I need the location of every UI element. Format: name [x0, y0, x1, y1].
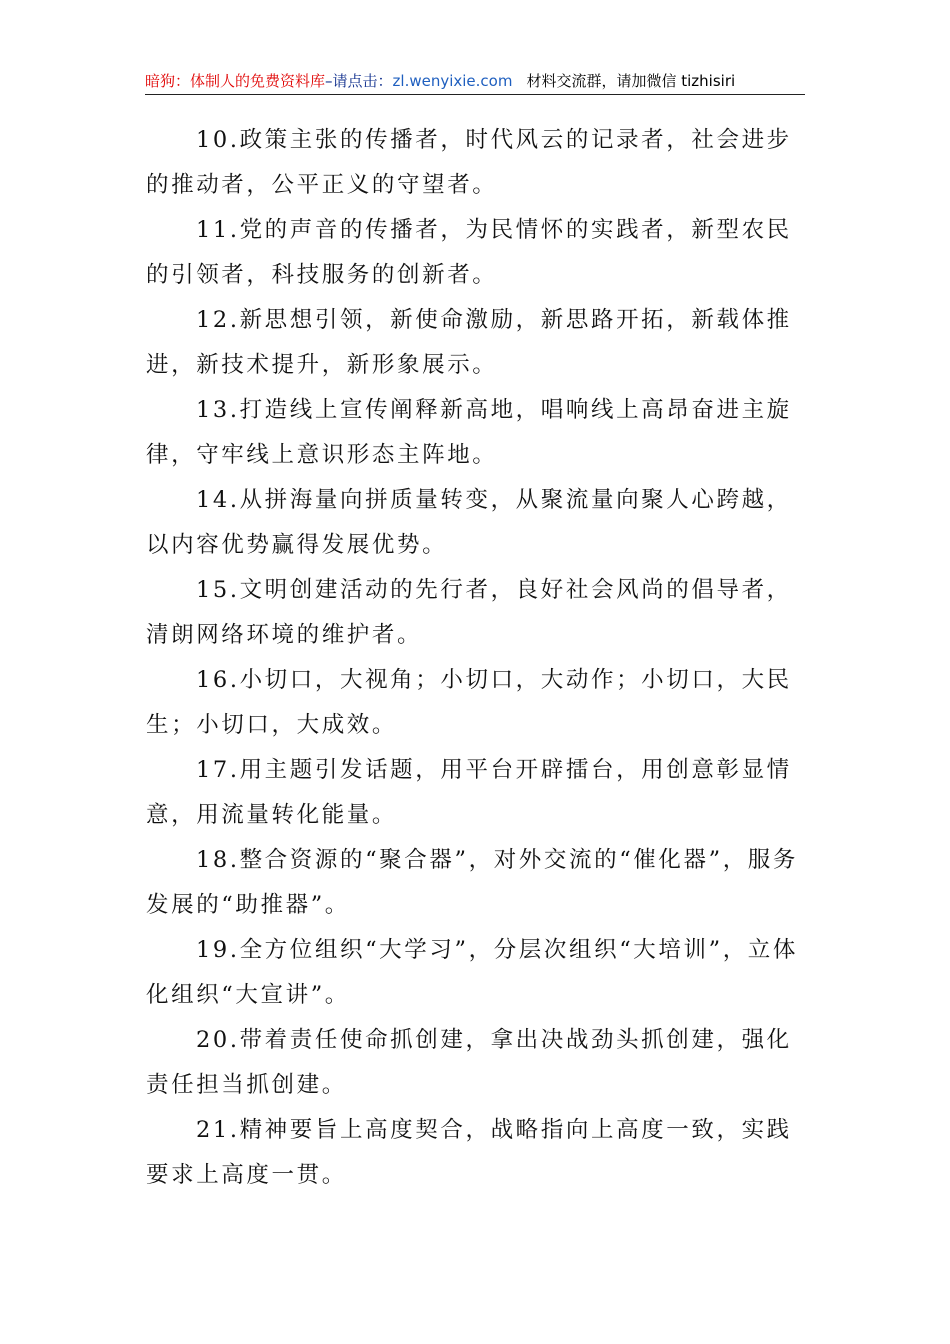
page-header: [145, 70, 805, 95]
paragraph-21: 21.精神要旨上高度契合，战略指向上高度一致，实践要求上高度一贯。: [146, 1117, 792, 1188]
paragraph-14: 14.从拼海量向拼质量转变，从聚流量向聚人心跨越，以内容优势赢得发展优势。: [146, 487, 792, 558]
paragraph-11: 11.党的声音的传播者，为民情怀的实践者，新型农民的引领者，科技服务的创新者。: [146, 217, 792, 288]
paragraph-13: 13.打造线上宣传阐释新高地，唱响线上高昂奋进主旋律，守牢线上意识形态主阵地。: [146, 397, 792, 468]
document-body: [146, 118, 806, 1198]
header-group-info: 材料交流群，请加微信 tizhisiri: [526, 72, 736, 90]
paragraph-19: 19.全方位组织“大学习”，分层次组织“大培训”，立体化组织“大宣讲”。: [146, 937, 798, 1008]
paragraph-12: 12.新思想引领，新使命激励，新思路开拓，新载体推进，新技术提升，新形象展示。: [146, 307, 792, 378]
header-link[interactable]: zl.wenyixie.com: [392, 72, 513, 90]
paragraph-20: 20.带着责任使命抓创建，拿出决战劲头抓创建，强化责任担当抓创建。: [146, 1027, 792, 1098]
paragraph-15: 15.文明创建活动的先行者，良好社会风尚的倡导者，清朗网络环境的维护者。: [146, 577, 792, 648]
header-brand: 暗狗：体制人的免费资料库: [145, 72, 326, 90]
paragraph-17: 17.用主题引发话题，用平台开辟擂台，用创意彰显情意，用流量转化能量。: [146, 757, 792, 828]
header-link-prefix: –请点击：: [325, 72, 393, 90]
paragraph-10: 10.政策主张的传播者，时代风云的记录者，社会进步的推动者，公平正义的守望者。: [146, 127, 792, 198]
paragraph-18: 18.整合资源的“聚合器”，对外交流的“催化器”，服务发展的“助推器”。: [146, 847, 798, 918]
paragraph-16: 16.小切口，大视角；小切口，大动作；小切口，大民生；小切口，大成效。: [146, 667, 792, 738]
